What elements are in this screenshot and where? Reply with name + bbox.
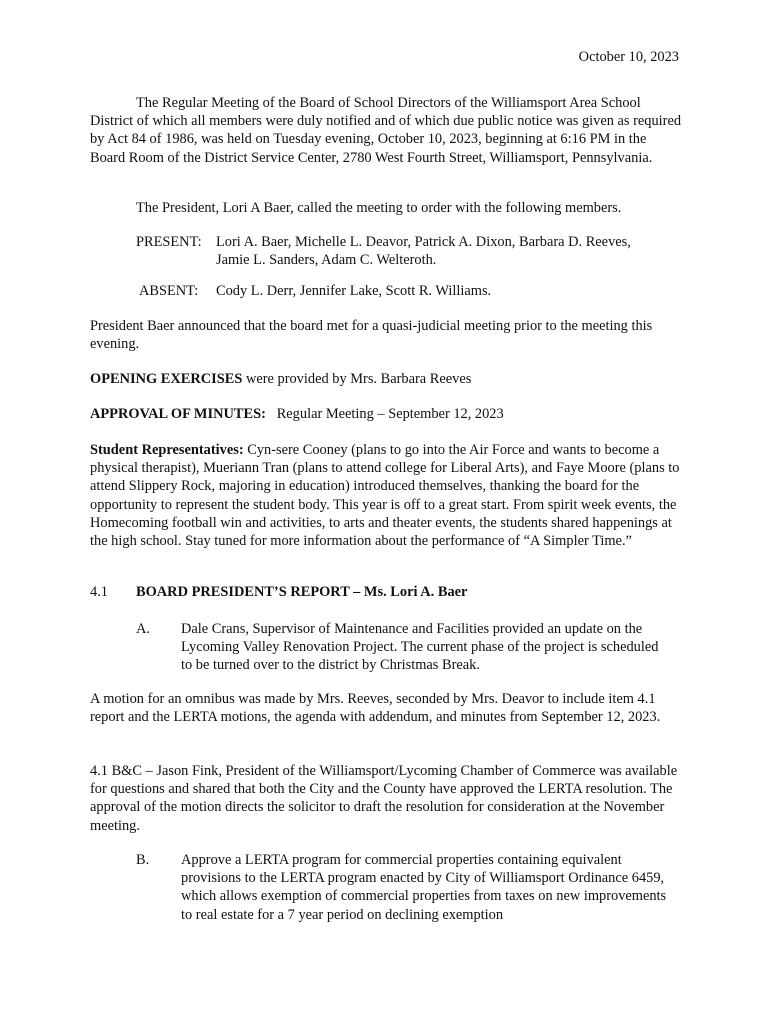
opening-exercises xyxy=(90,370,682,388)
item-a-letter: A. xyxy=(136,621,150,637)
section-number: 4.1 xyxy=(90,584,108,600)
minutes-text: Regular Meeting – September 12, 2023 xyxy=(265,406,504,422)
student-representatives xyxy=(90,441,682,550)
present-label: PRESENT: xyxy=(136,234,202,250)
call-to-order: The President, Lori A Baer, called the meeting to order with the following members. xyxy=(136,200,622,216)
bc-paragraph: 4.1 B&C – Jason Fink, President of the Williamsport/Lycoming Chamber of Commerce was available for questions and shared that both the City and the County have approved the LERTA resolution. The approval of the motion directs the solicitor to draft the resolution for consideration at the November meeting. xyxy=(90,763,678,834)
absent-names: Cody L. Derr, Jennifer Lake, Scott R. Williams. xyxy=(216,283,492,299)
item-a-text: Dale Crans, Supervisor of Maintenance and Facilities provided an update on the Lycoming Valley Renovation Project. The current phase of the project is scheduled to be turned over to the district by Christmas Break. xyxy=(181,621,659,674)
omnibus-motion: A motion for an omnibus was made by Mrs. Reeves, seconded by Mrs. Deavor to include item 4.1 report and the LERTA motions, the agenda with addendum, and minutes from September 12, 2023. xyxy=(90,691,661,726)
item-b-letter: B. xyxy=(136,852,150,868)
opening-text: were provided by Mrs. Barbara Reeves xyxy=(242,371,472,387)
section-title: BOARD PRESIDENT’S REPORT – Ms. Lori A. Baer xyxy=(136,584,468,600)
minutes-label: APPROVAL OF MINUTES: xyxy=(90,406,266,422)
item-b-text: Approve a LERTA program for commercial properties containing equivalent provisions to the LERTA program enacted by City of Williamsport Ordinance 6459, which allows exemption of commercial properties from taxes on new improvements to real estate for a 7 year period on declining exemption xyxy=(181,852,667,923)
present-names-line1: Lori A. Baer, Michelle L. Deavor, Patrick A. Dixon, Barbara D. Reeves, xyxy=(216,234,631,250)
present-names-line2: Jamie L. Sanders, Adam C. Welteroth. xyxy=(216,252,437,269)
students-label: Student Representatives: xyxy=(90,442,244,458)
approval-of-minutes xyxy=(90,405,682,423)
quasi-judicial-note: President Baer announced that the board met for a quasi-judicial meeting prior to the meeting this evening. xyxy=(90,318,653,353)
intro-paragraph: The Regular Meeting of the Board of School Directors of the Williamsport Area School District of which all members were duly notified and of which due public notice was given as required by Act 84 of 1986, was held on Tuesday evening, October 10, 2023, beginning at 6:16 PM in the Board Room of the District Service Center, 2780 West Fourth Street, Williamsport, Pennsylvania. xyxy=(90,95,682,166)
absent-label: ABSENT: xyxy=(139,283,199,299)
meeting-date: October 10, 2023 xyxy=(578,49,679,65)
opening-label: OPENING EXERCISES xyxy=(90,371,243,387)
students-text: Cyn-sere Cooney (plans to go into the Air Force and wants to become a physical therapist), Mueriann Tran (plans to attend college for Liberal Arts), and Faye Moore (plans to attend Slippery Rock, majoring in education) introduced themselves, thanking the board for the opportunity to represent the student body. This year is off to a great start. From spirit week events, the Homecoming football win and activities, to arts and theater events, the students shared happenings at the high school. Stay tuned for more information about the performance of “A Simpler Time.” xyxy=(90,442,680,550)
